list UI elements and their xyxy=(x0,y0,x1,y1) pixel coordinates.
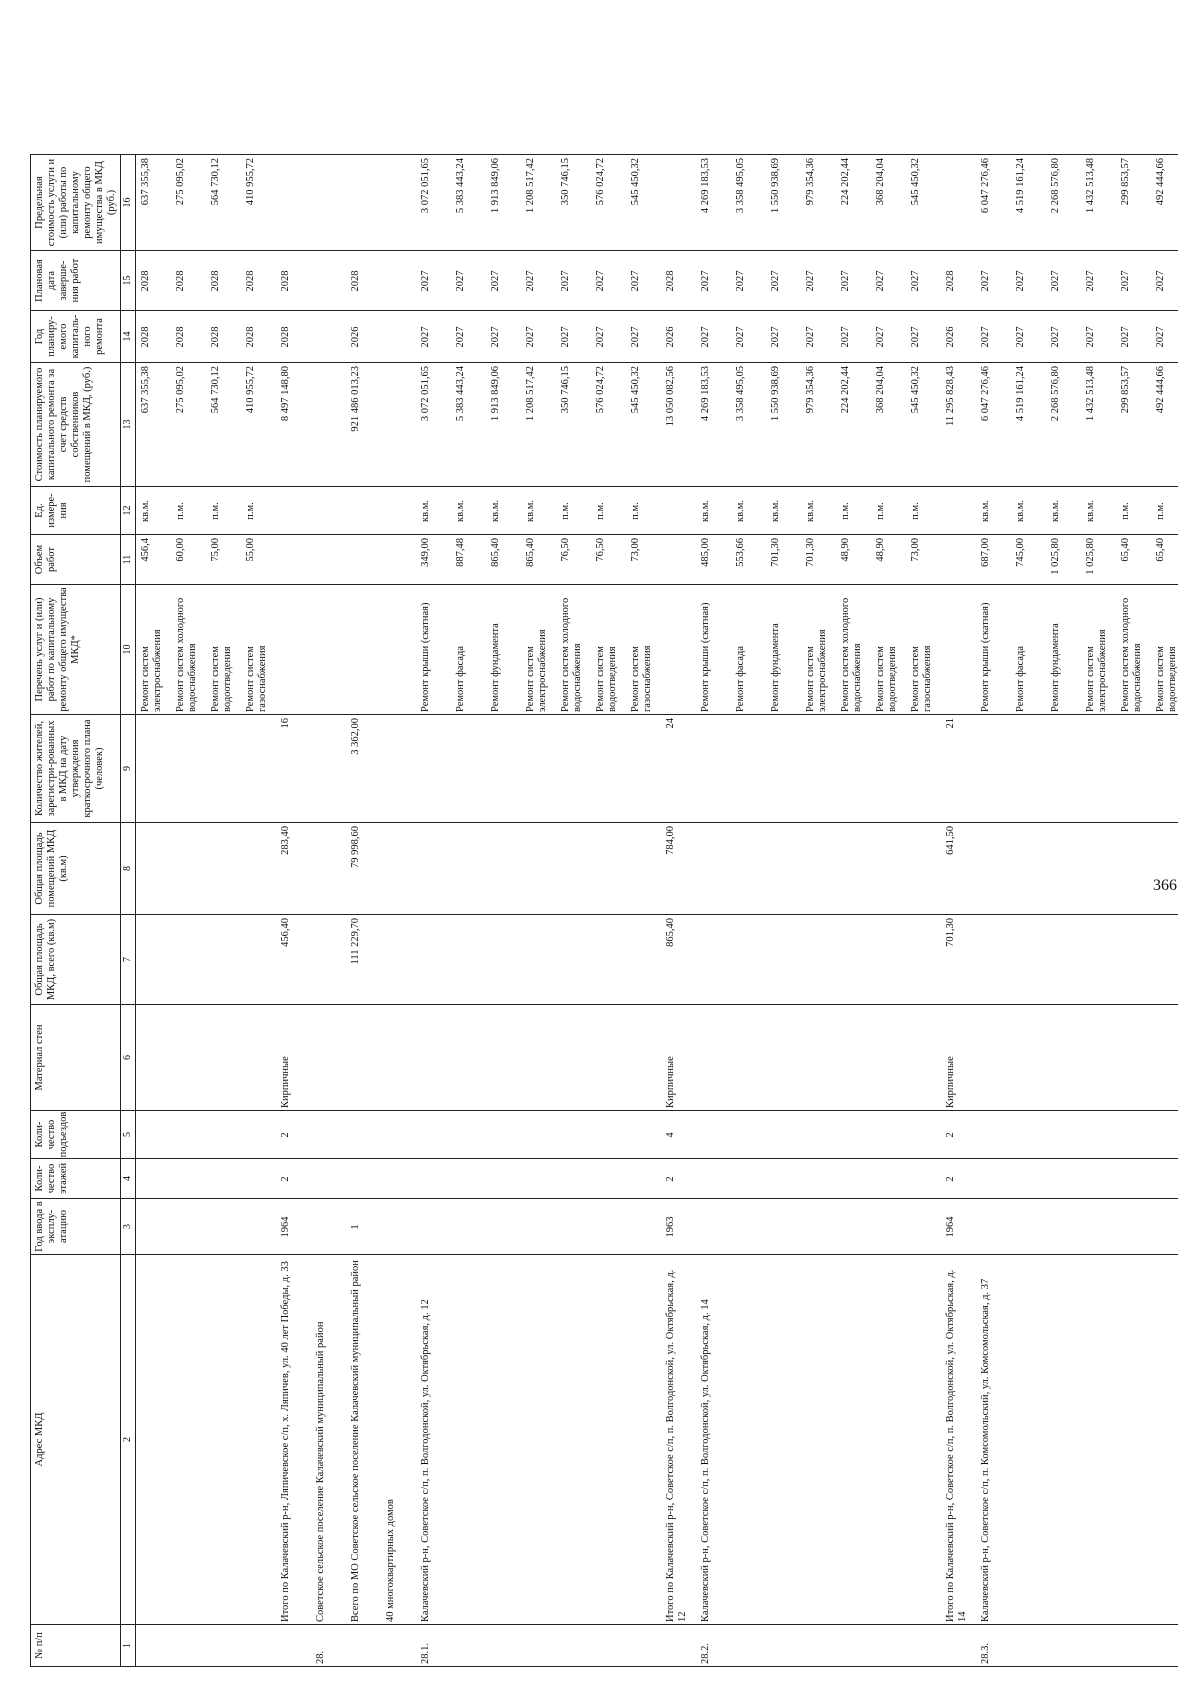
table-cell-unit: кв.м. xyxy=(805,500,816,522)
table-cell-work: Ремонт систем холодного водоснабжения xyxy=(1120,597,1143,712)
table-cell-y1: 2028 xyxy=(210,326,221,348)
table-cell-unit: кв.м. xyxy=(140,500,151,522)
column-header-3: Год ввода в эксплу-атацию xyxy=(31,1198,121,1254)
table-cell-y1: 2027 xyxy=(700,326,711,348)
column-number-6: 6 xyxy=(121,1004,135,1110)
table-cell-c9: 21 xyxy=(945,718,956,729)
table-cell-work: Ремонт систем электроснабжения xyxy=(140,629,163,712)
table-cell-limit: 368 204,04 xyxy=(875,158,886,206)
table-cell-limit: 1 432 513,48 xyxy=(1085,158,1096,214)
table-cell-y2: 2027 xyxy=(980,270,991,292)
table-cell-y1: 2027 xyxy=(1015,326,1026,348)
table-cell-unit: кв.м. xyxy=(525,500,536,522)
table-cell-work: Ремонт крыши (скатная) xyxy=(700,602,711,712)
table-cell-y1: 2027 xyxy=(805,326,816,348)
column-rule xyxy=(134,154,1178,155)
table-cell-c4: 2 xyxy=(665,1176,676,1182)
table-cell-c7: 865,40 xyxy=(665,918,676,947)
table-cell-limit: 5 383 443,24 xyxy=(455,158,466,214)
table-cell-unit: кв.м. xyxy=(1050,500,1061,522)
table-cell-y1: 2026 xyxy=(350,326,361,348)
table-cell-cost: 368 204,04 xyxy=(875,366,886,414)
table-cell-y1: 2027 xyxy=(420,326,431,348)
column-number-5: 5 xyxy=(121,1110,135,1158)
table-cell-c7: 111 229,70 xyxy=(350,918,361,965)
table-cell-y1: 2027 xyxy=(490,326,501,348)
table-cell-vol: 349,00 xyxy=(420,538,431,567)
table-cell-vol: 76,50 xyxy=(560,538,571,562)
table-cell-y1: 2027 xyxy=(560,326,571,348)
column-rule xyxy=(134,486,1178,487)
table-cell-y2: 2027 xyxy=(735,270,746,292)
column-number-12: 12 xyxy=(121,486,135,534)
table-cell-vol: 65,40 xyxy=(1120,538,1131,562)
table-cell-y2: 2027 xyxy=(1015,270,1026,292)
table-cell-y2: 2027 xyxy=(700,270,711,292)
column-header-12: Ед. измере-ния xyxy=(31,486,121,534)
column-header-1: № п/п xyxy=(31,1624,121,1666)
table-cell-y2: 2027 xyxy=(1085,270,1096,292)
table-cell-cost: 1 208 517,42 xyxy=(525,366,536,422)
table-cell-y2: 2027 xyxy=(1155,270,1166,292)
table-cell-vol: 701,30 xyxy=(770,538,781,567)
table-cell-cost: 637 355,38 xyxy=(140,366,151,414)
table-cell-limit: 4 519 161,24 xyxy=(1015,158,1026,214)
table-cell-limit: 545 450,32 xyxy=(630,158,641,206)
table-cell-unit: кв.м. xyxy=(700,500,711,522)
table-cell-y1: 2028 xyxy=(140,326,151,348)
table-cell-cost: 11 295 828,43 xyxy=(945,366,956,426)
table-cell-y1: 2027 xyxy=(525,326,536,348)
table-cell-cost: 564 730,12 xyxy=(210,366,221,414)
table-cell-y2: 2027 xyxy=(875,270,886,292)
table-cell-unit: п.м. xyxy=(1120,502,1131,520)
table-cell-y2: 2028 xyxy=(350,270,361,292)
table-cell-unit: кв.м. xyxy=(1085,500,1096,522)
table-cell-c3: 1964 xyxy=(280,1216,291,1238)
table-cell-c8: 784,00 xyxy=(665,826,676,855)
table-cell-work: Ремонт систем холодного водоснабжения xyxy=(175,597,198,712)
table-cell-limit: 979 354,36 xyxy=(805,158,816,206)
table-cell-y1: 2027 xyxy=(770,326,781,348)
table-cell-c3: 1 xyxy=(350,1224,361,1230)
table-cell-work: Ремонт систем газоснабжения xyxy=(630,645,653,712)
column-rule xyxy=(134,914,1178,915)
table-cell-cost: 350 746,15 xyxy=(560,366,571,414)
table-cell-y2: 2027 xyxy=(910,270,921,292)
table-cell-unit: п.м. xyxy=(175,502,186,520)
table-cell-cost: 3 358 495,05 xyxy=(735,366,746,422)
column-number-8: 8 xyxy=(121,822,135,914)
column-rule xyxy=(134,584,1178,585)
table-cell-unit: кв.м. xyxy=(420,500,431,522)
column-header-2: Адрес МКД xyxy=(31,1254,121,1624)
table-cell-vol: 48,90 xyxy=(840,538,851,562)
column-rule xyxy=(134,310,1178,311)
column-number-15: 15 xyxy=(121,250,135,310)
table-cell-cost: 921 486 013,23 xyxy=(350,366,361,432)
table-cell-c8: 641,50 xyxy=(945,826,956,855)
table-cell-cost: 979 354,36 xyxy=(805,366,816,414)
table-cell-work: Ремонт фундамента xyxy=(1050,623,1061,712)
table-cell-y2: 2027 xyxy=(630,270,641,292)
table-cell-work: Ремонт систем газоснабжения xyxy=(910,645,933,712)
table-cell-unit: п.м. xyxy=(560,502,571,520)
table-cell-vol: 73,00 xyxy=(910,538,921,562)
table-cell-addr: Калачевский р-н, Советское с/п, п. Волгодонской, ул. Октябрьская, д. 14 xyxy=(700,1299,711,1622)
table-cell-unit: п.м. xyxy=(210,502,221,520)
table-cell-cost: 4 269 183,53 xyxy=(700,366,711,422)
table-header-row xyxy=(30,154,121,1667)
table-cell-vol: 745,00 xyxy=(1015,538,1026,567)
table-cell-addr: Итого по Калачевский р-н, Советское с/п, п. Волгодонской, ул. Октябрьская, д. 14 xyxy=(945,1269,968,1622)
column-rule xyxy=(134,1004,1178,1005)
column-header-13: Стоимость планируемого капитального ремонта за счет средств собственников помещений в МКД, (руб.) xyxy=(31,362,121,486)
table-cell-limit: 6 047 276,46 xyxy=(980,158,991,214)
table-cell-y1: 2027 xyxy=(735,326,746,348)
table-cell-cost: 545 450,32 xyxy=(910,366,921,414)
table-cell-work: Ремонт систем электроснабжения xyxy=(1085,629,1108,712)
table-cell-cost: 410 955,72 xyxy=(245,366,256,414)
table-cell-y1: 2027 xyxy=(1120,326,1131,348)
column-header-8: Общая площадь помещений МКД (кв.м) xyxy=(31,822,121,914)
table-cell-vol: 1 025,80 xyxy=(1050,538,1061,575)
column-header-10: Перечень услуг и (или) работ по капитальному ремонту общего имущества МКД* xyxy=(31,584,121,714)
table-cell-y2: 2027 xyxy=(1050,270,1061,292)
table-cell-vol: 687,00 xyxy=(980,538,991,567)
table-cell-unit: п.м. xyxy=(245,502,256,520)
table-cell-limit: 299 853,57 xyxy=(1120,158,1131,206)
table-cell-y2: 2027 xyxy=(770,270,781,292)
table-cell-vol: 76,50 xyxy=(595,538,606,562)
table-cell-limit: 350 746,15 xyxy=(560,158,571,206)
table-cell-vol: 456,4 xyxy=(140,538,151,562)
column-number-13: 13 xyxy=(121,362,135,486)
table-cell-cost: 1 550 938,69 xyxy=(770,366,781,422)
table-cell-limit: 3 358 495,05 xyxy=(735,158,746,214)
table-cell-c3: 1964 xyxy=(945,1216,956,1238)
table-cell-y2: 2027 xyxy=(490,270,501,292)
column-rule xyxy=(134,1110,1178,1111)
column-rule xyxy=(134,1624,1178,1625)
column-header-14: Год планиру-емого капиталь-ного ремонта xyxy=(31,310,121,362)
table-cell-y1: 2027 xyxy=(1085,326,1096,348)
table-cell-y1: 2028 xyxy=(280,326,291,348)
table-cell-y2: 2027 xyxy=(805,270,816,292)
table-cell-work: Ремонт фундамента xyxy=(770,623,781,712)
table-cell-y1: 2027 xyxy=(1050,326,1061,348)
table-cell-vol: 887,48 xyxy=(455,538,466,567)
table-cell-c9: 24 xyxy=(665,718,676,729)
table-cell-limit: 275 095,02 xyxy=(175,158,186,206)
table-cell-y1: 2027 xyxy=(595,326,606,348)
table-cell-unit: п.м. xyxy=(1155,502,1166,520)
page-number: 366 xyxy=(1153,877,1177,894)
table-cell-y2: 2027 xyxy=(1120,270,1131,292)
table-cell-vol: 553,66 xyxy=(735,538,746,567)
table-cell-y2: 2027 xyxy=(455,270,466,292)
table-cell-y2: 2027 xyxy=(420,270,431,292)
table-cell-unit: кв.м. xyxy=(980,500,991,522)
table-cell-y2: 2028 xyxy=(175,270,186,292)
column-number-2: 2 xyxy=(121,1254,135,1624)
table-cell-addr: Калачевский р-н, Советское с/п, п. Волгодонской, ул. Октябрьская, д. 12 xyxy=(420,1299,431,1622)
table-cell-work: Ремонт систем водоотведения xyxy=(1155,646,1178,712)
table-cell-limit: 224 202,44 xyxy=(840,158,851,206)
table-cell-addr: Советское сельское поселение Калачевский муниципальный район xyxy=(315,1321,326,1622)
column-header-6: Материал стен xyxy=(31,1004,121,1110)
table-cell-limit: 2 268 576,80 xyxy=(1050,158,1061,214)
table-cell-work: Ремонт фундамента xyxy=(490,623,501,712)
table-cell-vol: 65,40 xyxy=(1155,538,1166,562)
table-cell-y1: 2026 xyxy=(665,326,676,348)
column-rule xyxy=(134,1254,1178,1255)
table-cell-vol: 60,00 xyxy=(175,538,186,562)
column-header-4: Коли-чество этажей xyxy=(31,1158,121,1198)
column-rule xyxy=(134,534,1178,535)
table-cell-n: 28. xyxy=(315,1650,326,1664)
table-cell-y2: 2027 xyxy=(840,270,851,292)
table-cell-limit: 1 208 517,42 xyxy=(525,158,536,214)
table-cell-n: 28.3. xyxy=(980,1643,991,1664)
table-cell-c4: 2 xyxy=(945,1176,956,1182)
column-rule xyxy=(134,714,1178,715)
table-cell-unit: кв.м. xyxy=(735,500,746,522)
table-cell-y2: 2028 xyxy=(665,270,676,292)
table-cell-cost: 13 050 082,56 xyxy=(665,366,676,427)
table-cell-vol: 55,00 xyxy=(245,538,256,562)
table-cell-work: Ремонт систем водоотведения xyxy=(875,646,898,712)
table-cell-y2: 2028 xyxy=(280,270,291,292)
table-cell-limit: 3 072 051,65 xyxy=(420,158,431,214)
column-number-14: 14 xyxy=(121,310,135,362)
table-cell-addr: Всего по МО Советское сельское поселение Калачевский муниципальный район xyxy=(350,1260,361,1622)
table-cell-y1: 2027 xyxy=(910,326,921,348)
table-cell-limit: 1 913 849,06 xyxy=(490,158,501,214)
table-cell-vol: 865,40 xyxy=(525,538,536,567)
table-cell-c4: 2 xyxy=(280,1176,291,1182)
column-header-9: Количество жителей, зарегистри-рованных в МКД на дату утверждения краткосрочного плана (человек) xyxy=(31,714,121,822)
table-cell-y2: 2027 xyxy=(595,270,606,292)
table-cell-cost: 8 497 148,80 xyxy=(280,366,291,422)
table-cell-y1: 2026 xyxy=(945,326,956,348)
table-cell-work: Ремонт фасада xyxy=(735,645,746,712)
table-cell-vol: 865,40 xyxy=(490,538,501,567)
table-body xyxy=(134,27,1178,1667)
table-cell-c6: Кирпичные xyxy=(280,1056,291,1108)
column-number-9: 9 xyxy=(121,714,135,822)
table-cell-work: Ремонт систем электроснабжения xyxy=(525,629,548,712)
table-cell-unit: кв.м. xyxy=(455,500,466,522)
table-cell-vol: 1 025,80 xyxy=(1085,538,1096,575)
column-number-1: 1 xyxy=(121,1624,135,1666)
table-cell-work: Ремонт систем водоотведения xyxy=(210,646,233,712)
column-rule xyxy=(134,1666,1178,1667)
table-cell-limit: 576 024,72 xyxy=(595,158,606,206)
column-number-4: 4 xyxy=(121,1158,135,1198)
table-cell-addr: Калачевский р-н, Советское с/п, п. Комсомольский, ул. Комсомольская, д. 37 xyxy=(980,1278,991,1622)
column-rule xyxy=(134,822,1178,823)
table-cell-c3: 1963 xyxy=(665,1216,676,1238)
table-cell-c8: 79 998,60 xyxy=(350,826,361,868)
table-cell-work: Ремонт систем водоотведения xyxy=(595,646,618,712)
capital-repair-table xyxy=(30,27,1178,1667)
table-cell-work: Ремонт крыши (скатная) xyxy=(420,602,431,712)
column-number-7: 7 xyxy=(121,914,135,1004)
column-number-3: 3 xyxy=(121,1198,135,1254)
table-cell-y1: 2027 xyxy=(840,326,851,348)
table-cell-cost: 2 268 576,80 xyxy=(1050,366,1061,422)
column-header-5: Коли-чество подъездов xyxy=(31,1110,121,1158)
table-cell-unit: п.м. xyxy=(840,502,851,520)
table-cell-c9: 16 xyxy=(280,718,291,729)
table-cell-y2: 2028 xyxy=(210,270,221,292)
table-cell-y1: 2027 xyxy=(630,326,641,348)
table-cell-cost: 6 047 276,46 xyxy=(980,366,991,422)
table-cell-y2: 2028 xyxy=(140,270,151,292)
table-cell-y1: 2027 xyxy=(980,326,991,348)
table-cell-cost: 3 072 051,65 xyxy=(420,366,431,422)
table-cell-cost: 299 853,57 xyxy=(1120,366,1131,414)
table-cell-unit: п.м. xyxy=(910,502,921,520)
table-cell-limit: 564 730,12 xyxy=(210,158,221,206)
table-cell-unit: кв.м. xyxy=(490,500,501,522)
table-cell-vol: 75,00 xyxy=(210,538,221,562)
column-rule xyxy=(134,362,1178,363)
table-cell-work: Ремонт систем газоснабжения xyxy=(245,645,268,712)
table-cell-cost: 4 519 161,24 xyxy=(1015,366,1026,422)
column-number-10: 10 xyxy=(121,584,135,714)
column-number-11: 11 xyxy=(121,534,135,584)
table-cell-y2: 2027 xyxy=(525,270,536,292)
table-cell-addr: Итого по Калачевский р-н, Ляпичевское с/п, х. Ляпичев, ул. 40 лет Победы, д. 33 xyxy=(280,1261,291,1622)
table-cell-unit: п.м. xyxy=(630,502,641,520)
table-cell-c9: 3 362,00 xyxy=(350,718,361,755)
table-cell-y1: 2027 xyxy=(455,326,466,348)
table-cell-unit: п.м. xyxy=(595,502,606,520)
table-cell-work: Ремонт фасада xyxy=(1015,645,1026,712)
table-cell-vol: 701,30 xyxy=(805,538,816,567)
table-cell-c6: Кирпичные xyxy=(665,1056,676,1108)
table-cell-cost: 545 450,32 xyxy=(630,366,641,414)
table-cell-y2: 2027 xyxy=(560,270,571,292)
table-cell-n: 28.2. xyxy=(700,1643,711,1664)
table-cell-work: Ремонт систем холодного водоснабжения xyxy=(840,597,863,712)
column-header-7: Общая площадь МКД, всего (кв.м) xyxy=(31,914,121,1004)
table-cell-cost: 492 444,66 xyxy=(1155,366,1166,414)
table-cell-vol: 48,90 xyxy=(875,538,886,562)
table-cell-limit: 545 450,32 xyxy=(910,158,921,206)
table-cell-cost: 275 095,02 xyxy=(175,366,186,414)
table-cell-addr: Итого по Калачевский р-н, Советское с/п, п. Волгодонской, ул. Октябрьская, д. 12 xyxy=(665,1269,688,1622)
column-header-15: Плановая дата заверше-ния работ xyxy=(31,250,121,310)
table-cell-unit: кв.м. xyxy=(1015,500,1026,522)
column-rule xyxy=(134,1198,1178,1199)
column-header-11: Объем работ xyxy=(31,534,121,584)
table-cell-n: 28.1. xyxy=(420,1643,431,1664)
table-cell-c6: Кирпичные xyxy=(945,1056,956,1108)
table-cell-limit: 1 550 938,69 xyxy=(770,158,781,214)
table-cell-addr: 40 многоквартирных домов xyxy=(385,1499,396,1622)
table-cell-limit: 4 269 183,53 xyxy=(700,158,711,214)
table-cell-c5: 2 xyxy=(945,1132,956,1138)
table-cell-vol: 73,00 xyxy=(630,538,641,562)
table-cell-y1: 2028 xyxy=(245,326,256,348)
column-rule xyxy=(134,250,1178,251)
table-cell-unit: п.м. xyxy=(875,502,886,520)
column-rule xyxy=(134,1158,1178,1159)
table-cell-limit: 637 355,38 xyxy=(140,158,151,206)
column-number-16: 16 xyxy=(121,154,135,250)
table-cell-y2: 2028 xyxy=(245,270,256,292)
table-cell-c7: 701,30 xyxy=(945,918,956,947)
table-cell-cost: 5 383 443,24 xyxy=(455,366,466,422)
table-cell-limit: 410 955,72 xyxy=(245,158,256,206)
column-header-16: Предельная стоимость услуги и (или) работы по капитальному ремонту общего имущества в МКД (руб.) xyxy=(31,154,121,250)
table-cell-y1: 2027 xyxy=(1155,326,1166,348)
table-cell-cost: 1 913 849,06 xyxy=(490,366,501,422)
table-cell-unit: кв.м. xyxy=(770,500,781,522)
table-cell-work: Ремонт крыши (скатная) xyxy=(980,602,991,712)
table-cell-work: Ремонт фасада xyxy=(455,645,466,712)
table-cell-c8: 283,40 xyxy=(280,826,291,855)
table-cell-cost: 576 024,72 xyxy=(595,366,606,414)
table-cell-y1: 2028 xyxy=(175,326,186,348)
table-cell-limit: 492 444,66 xyxy=(1155,158,1166,206)
table-cell-work: Ремонт систем электроснабжения xyxy=(805,629,828,712)
table-cell-work: Ремонт систем холодного водоснабжения xyxy=(560,597,583,712)
table-cell-cost: 224 202,44 xyxy=(840,366,851,414)
table-cell-c5: 2 xyxy=(280,1132,291,1138)
table-cell-c7: 456,40 xyxy=(280,918,291,947)
table-cell-y2: 2028 xyxy=(945,270,956,292)
table-cell-cost: 1 432 513,48 xyxy=(1085,366,1096,422)
table-cell-vol: 485,00 xyxy=(700,538,711,567)
table-cell-y1: 2027 xyxy=(875,326,886,348)
table-cell-c5: 4 xyxy=(665,1132,676,1138)
